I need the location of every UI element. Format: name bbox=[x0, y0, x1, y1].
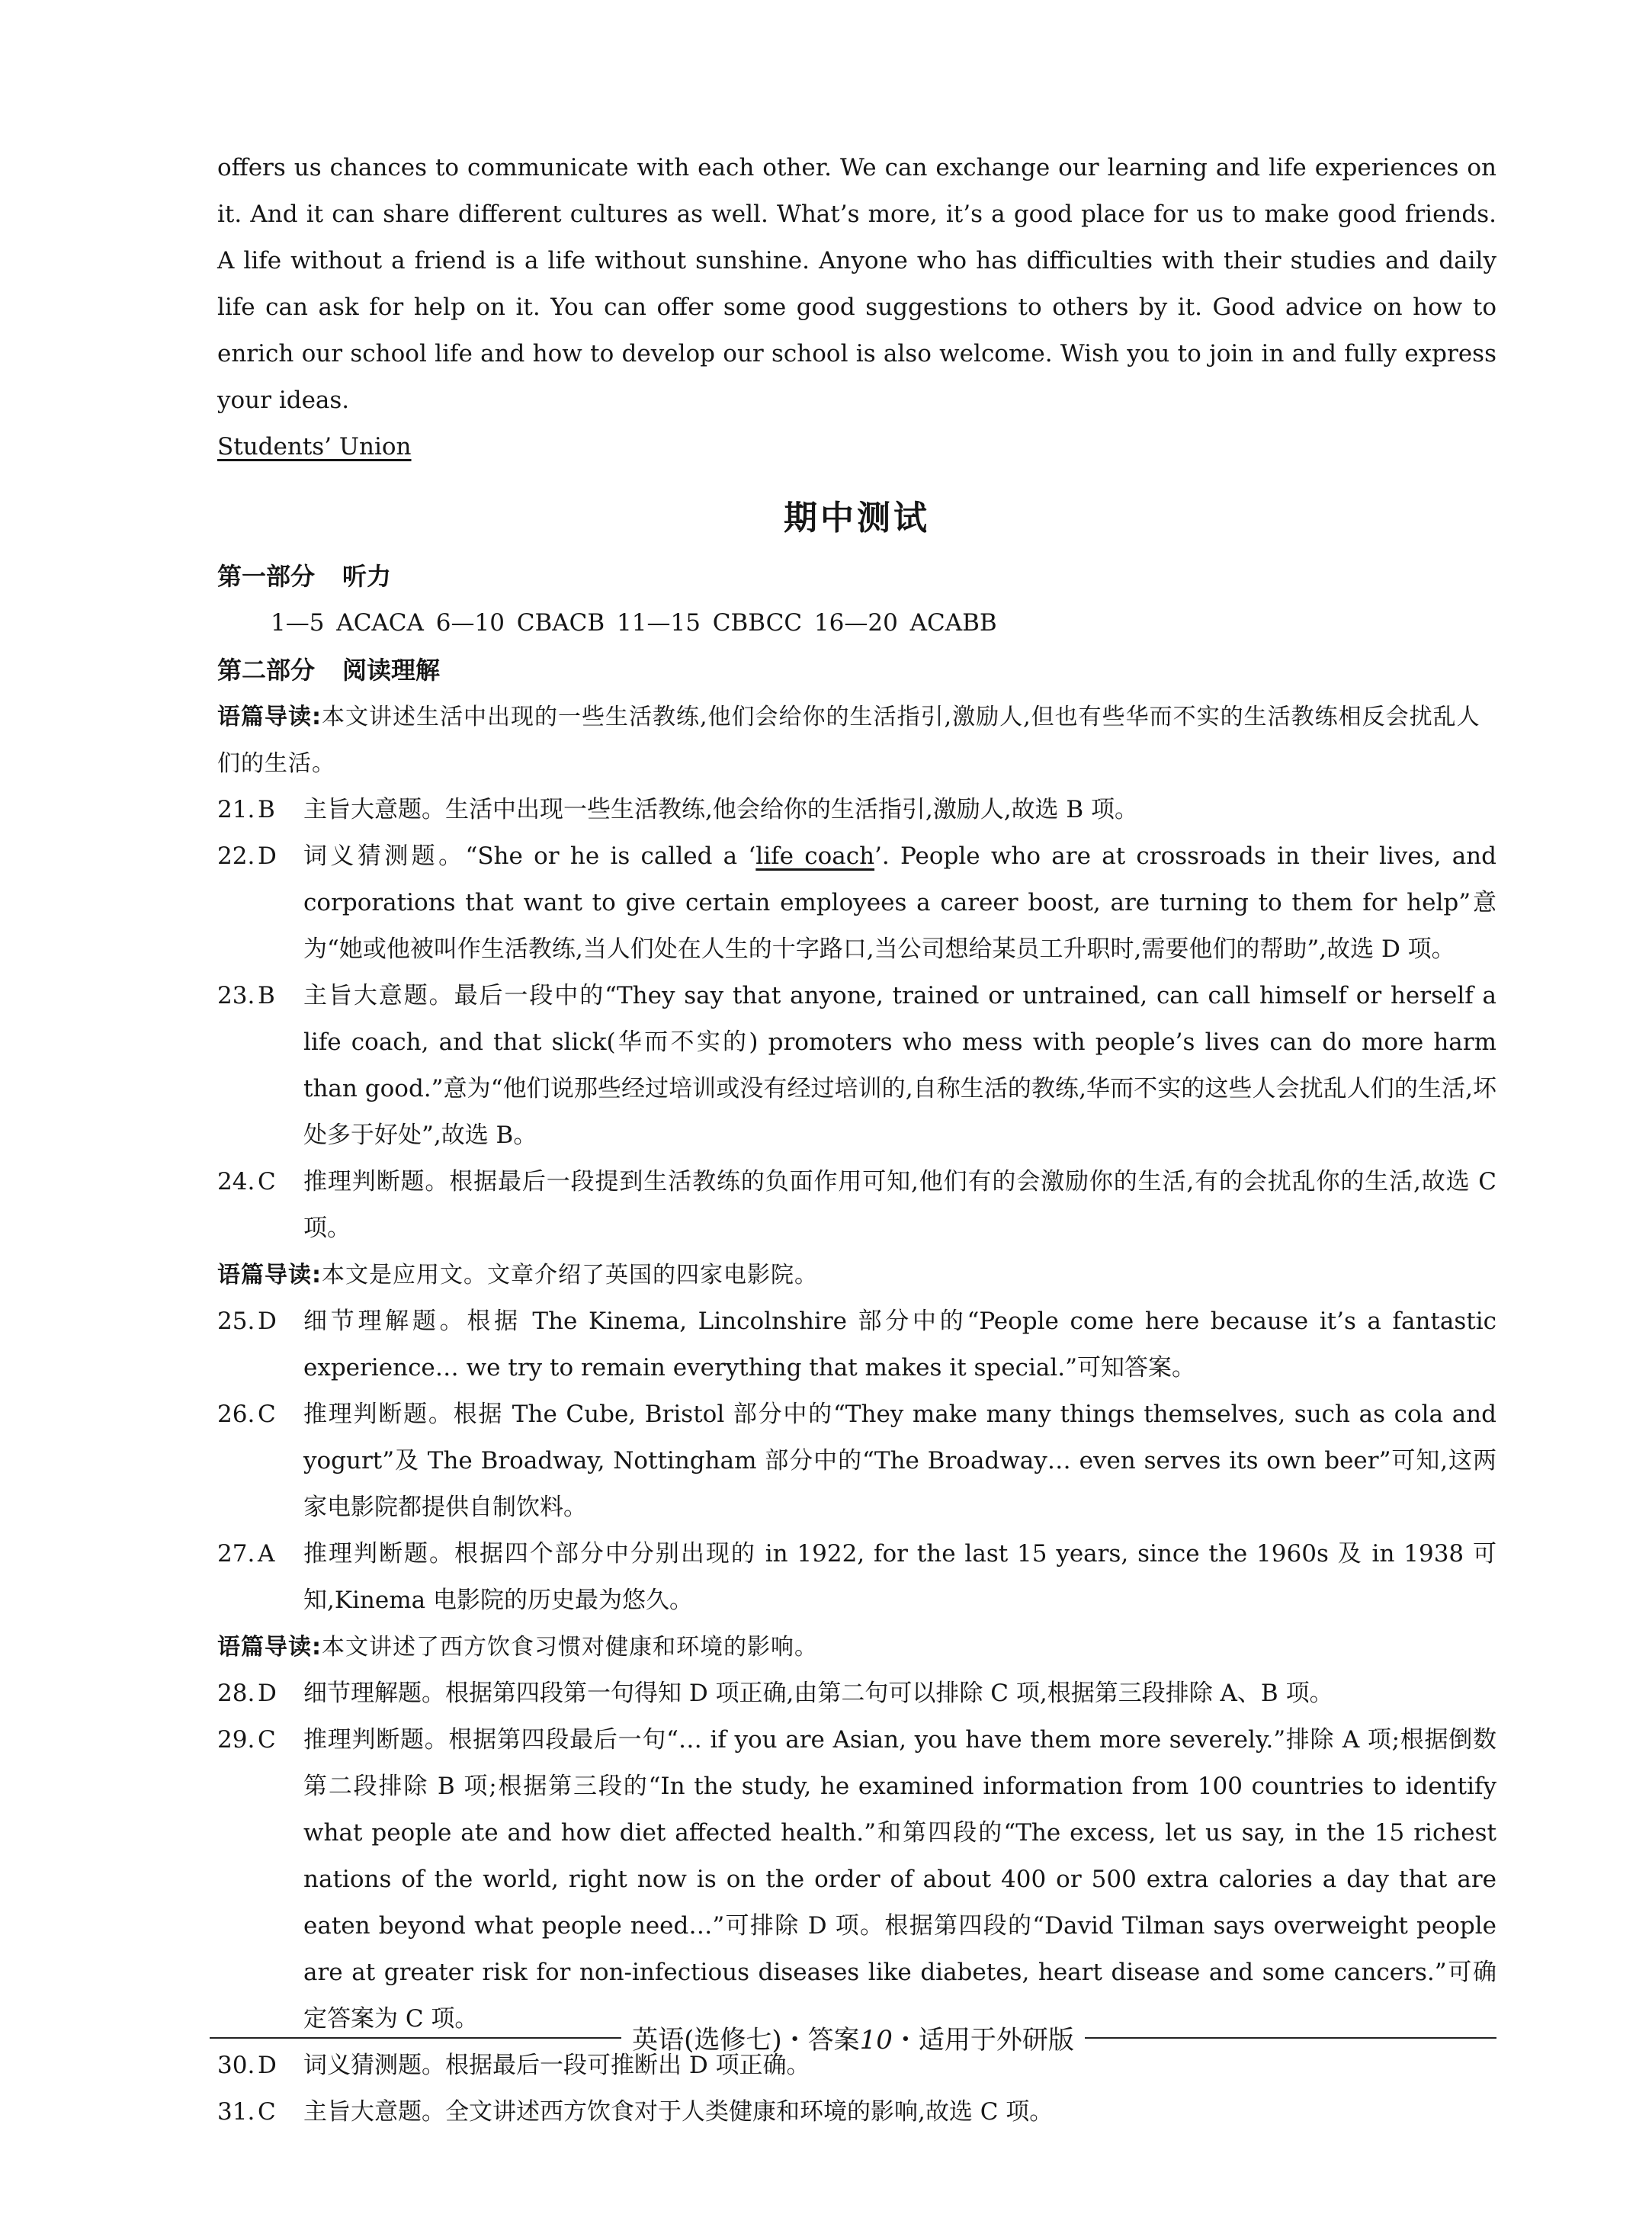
answer-item bbox=[217, 1531, 1496, 1624]
answer-explanation: 细节理解题。根据第四段第一句得知 D 项正确,由第二句可以排除 C 项,根据第三段排除 A、B 项。 bbox=[303, 1680, 1333, 1707]
question-number: 28. bbox=[217, 1680, 255, 1707]
answer-item bbox=[217, 1717, 1496, 2042]
answer-letter: C bbox=[258, 1168, 276, 1195]
page-title: 期中测试 bbox=[784, 499, 930, 537]
section-listening-heading bbox=[217, 553, 1496, 600]
passage-guide bbox=[217, 694, 1496, 787]
section-name: 阅读理解 bbox=[342, 656, 441, 685]
question-number: 25. bbox=[217, 1308, 255, 1335]
answer-letter: D bbox=[258, 1308, 277, 1335]
question-number: 31. bbox=[217, 2098, 255, 2126]
answer-letter: A bbox=[258, 1540, 275, 1568]
question-number: 27. bbox=[217, 1540, 255, 1568]
answer-item bbox=[217, 1298, 1496, 1391]
guide-text: 本文是应用文。文章介绍了英国的四家电影院。 bbox=[322, 1262, 818, 1288]
answer-explanation: 推理判断题。根据四个部分中分别出现的 in 1922, for the last 15 years, since the 1960s 及 in 1938 可知,Kinema 电影院的历史最为悠久。 bbox=[303, 1540, 1496, 1614]
section-reading-heading bbox=[217, 647, 1496, 694]
section-label: 第一部分 bbox=[217, 562, 316, 591]
footer-text bbox=[621, 2019, 1085, 2056]
answer-explanation bbox=[303, 833, 1496, 973]
answer-letter: D bbox=[258, 1680, 277, 1707]
answer-explanation: 细节理解题。根据 The Kinema, Lincolnshire 部分中的“People come here because it’s a fantastic experience… we try to remain everything that makes it special.”可知答案。 bbox=[303, 1308, 1496, 1381]
answer-explanation: 主旨大意题。最后一段中的“They say that anyone, trained or untrained, can call himself or herself a life coach, and that slick(华而不实的) promoters who mess with people’s lives can do more harm than good.”意为“他们说那些经过培训或没有经过培训的,自称生活的教练,华而不实的这些人会扰乱人们的生活,坏处多于好处”,故选 B。 bbox=[303, 982, 1496, 1149]
answer-explanation: 推理判断题。根据 The Cube, Bristol 部分中的“They make many things themselves, such as cola and yogurt”及 The Broadway, Nottingham 部分中的“The Broadway… even serves its own beer”可知,这两家电影院都提供自制饮料。 bbox=[303, 1401, 1496, 1521]
answer-letter: C bbox=[258, 1726, 276, 1754]
question-number: 23. bbox=[217, 982, 255, 1009]
answer-page bbox=[217, 145, 1496, 2136]
intro-signature: Students’ Union bbox=[217, 433, 412, 460]
explanation-part: 词义猜测题。“She or he is called a ‘ bbox=[303, 842, 756, 870]
page-number: 10 bbox=[859, 2025, 893, 2055]
answer-item bbox=[217, 2089, 1496, 2136]
footer-rule-right bbox=[1085, 2037, 1496, 2039]
answer-letter: D bbox=[258, 2052, 277, 2079]
answer-explanation: 推理判断题。根据最后一段提到生活教练的负面作用可知,他们有的会激励你的生活,有的会扰乱你的生活,故选 C 项。 bbox=[303, 1168, 1496, 1242]
passage-guide bbox=[217, 1252, 1496, 1298]
answer-item bbox=[217, 1670, 1496, 1717]
answer-item bbox=[217, 973, 1496, 1159]
question-number: 30. bbox=[217, 2052, 255, 2079]
listening-answers: 1—5 ACACA 6—10 CBACB 11—15 CBBCC 16—20 ACABB bbox=[271, 609, 997, 637]
explanation-part: ’. People who are at crossroads in their lives, and corporations that want to give certain employees a career boost, are turning to them for help”意为“她或他被叫作生活教练,当人们处在人生的十字路口,当公司想给某员工升职时,需要他们的帮助”,故选 D 项。 bbox=[303, 842, 1496, 963]
section-label: 第二部分 bbox=[217, 656, 316, 685]
answer-item bbox=[217, 1159, 1496, 1252]
footer-label: 英语(选修七)・答案 bbox=[632, 2025, 860, 2055]
underlined-term: life coach bbox=[755, 842, 875, 870]
answer-item bbox=[217, 1391, 1496, 1531]
answer-explanation: 主旨大意题。全文讲述西方饮食对于人类健康和环境的影响,故选 C 项。 bbox=[303, 2098, 1054, 2126]
intro-paragraph: offers us chances to communicate with each other. We can exchange our learning and life experiences on it. And it can share different cultures as well. What’s more, it’s a good place for us to make good friends. A life without a friend is a life without sunshine. Anyone who has difficulties with their studies and daily life can ask for help on it. You can offer some good suggestions to others by it. Good advice on how to enrich our school life and how to develop our school is also welcome. Wish you to join in and fully express your ideas. bbox=[217, 154, 1496, 414]
answer-explanation: 主旨大意题。生活中出现一些生活教练,他会给你的生活指引,激励人,故选 B 项。 bbox=[303, 796, 1139, 823]
answer-letter: B bbox=[258, 982, 275, 1009]
guide-text: 本文讲述了西方饮食习惯对健康和环境的影响。 bbox=[322, 1634, 818, 1661]
answer-explanation: 词义猜测题。根据最后一段可推断出 D 项正确。 bbox=[303, 2052, 810, 2079]
answer-letter: D bbox=[258, 842, 277, 870]
footer-rule-left bbox=[210, 2037, 621, 2039]
guide-text: 本文讲述生活中出现的一些生活教练,他们会给你的生活指引,激励人,但也有些华而不实的生活教练相反会扰乱人们的生活。 bbox=[217, 704, 1480, 777]
passage-guide bbox=[217, 1624, 1496, 1670]
question-number: 26. bbox=[217, 1401, 255, 1428]
answer-letter: C bbox=[258, 1401, 276, 1428]
page-footer bbox=[210, 2019, 1496, 2056]
question-number: 22. bbox=[217, 842, 255, 870]
answer-item bbox=[217, 833, 1496, 973]
answer-explanation: 推理判断题。根据第四段最后一句“… if you are Asian, you have them more severely.”排除 A 项;根据倒数第二段排除 B 项;根据第三段的“In the study, he examined information from 100 countries to identify what people ate and how diet affected health.”和第四段的“The excess, let us say, in the 15 richest nations of the world, right now is on the order of about 400 or 500 extra calories a day that are eaten beyond what people need…”可排除 D 项。根据第四段的“David Tilman says overweight people are at greater risk for non-infectious diseases like diabetes, heart disease and some cancers.”可确定答案为 C 项。 bbox=[303, 1726, 1496, 2033]
answer-letter: B bbox=[258, 796, 275, 823]
section-name: 听力 bbox=[342, 562, 392, 591]
answer-item bbox=[217, 787, 1496, 833]
question-number: 24. bbox=[217, 1168, 255, 1195]
answer-letter: C bbox=[258, 2098, 276, 2126]
question-number: 29. bbox=[217, 1726, 255, 1754]
question-number: 21. bbox=[217, 796, 255, 823]
guide-label: 语篇导读: bbox=[217, 1634, 322, 1661]
guide-label: 语篇导读: bbox=[217, 704, 322, 730]
guide-label: 语篇导读: bbox=[217, 1262, 322, 1288]
footer-edition: ・适用于外研版 bbox=[892, 2025, 1074, 2055]
